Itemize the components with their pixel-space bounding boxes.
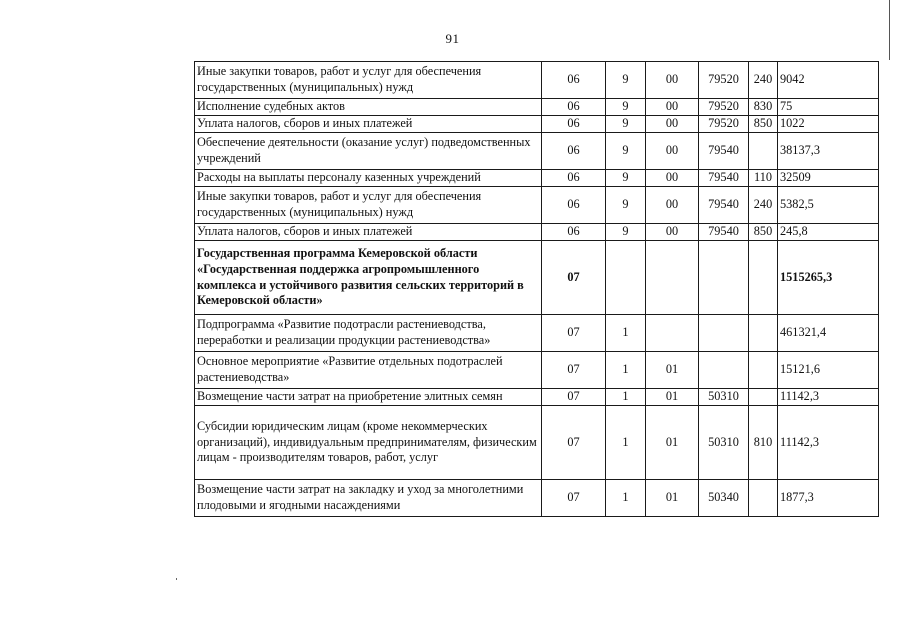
row-expense-type: 810	[749, 406, 778, 480]
row-name: Расходы на выплаты персоналу казенных учреждений	[195, 170, 542, 187]
row-name: Государственная программа Кемеровской области «Государственная поддержка агропромышленного комплекса и устойчивого развития сельских территорий в Кемеровской области»	[195, 241, 542, 315]
row-program: 00	[646, 99, 699, 116]
row-expense-type	[749, 315, 778, 352]
row-program: 00	[646, 133, 699, 170]
row-section: 06	[542, 133, 606, 170]
budget-table	[194, 61, 879, 517]
row-item-code: 50310	[699, 389, 749, 406]
table-row	[195, 241, 879, 315]
row-expense-type	[749, 389, 778, 406]
row-name: Подпрограмма «Развитие подотрасли растениеводства, переработки и реализации продукции растениеводства»	[195, 315, 542, 352]
table-row	[195, 224, 879, 241]
row-amount: 245,8	[778, 224, 879, 241]
row-name: Уплата налогов, сборов и иных платежей	[195, 116, 542, 133]
row-expense-type	[749, 241, 778, 315]
row-program: 00	[646, 187, 699, 224]
row-program: 01	[646, 406, 699, 480]
row-item-code: 79520	[699, 62, 749, 99]
row-item-code: 79540	[699, 170, 749, 187]
row-item-code: 79540	[699, 187, 749, 224]
row-expense-type	[749, 352, 778, 389]
row-section: 06	[542, 170, 606, 187]
table-row	[195, 315, 879, 352]
row-expense-type	[749, 480, 778, 517]
page-number: 91	[445, 31, 460, 46]
table-body	[195, 62, 879, 517]
row-amount: 75	[778, 99, 879, 116]
row-subsection	[606, 241, 646, 315]
row-subsection: 9	[606, 116, 646, 133]
row-program: 01	[646, 389, 699, 406]
margin-line	[889, 0, 890, 60]
row-subsection: 1	[606, 389, 646, 406]
row-amount: 1515265,3	[778, 241, 879, 315]
row-name: Возмещение части затрат на закладку и уход за многолетними плодовыми и ягодными насаждениями	[195, 480, 542, 517]
row-program: 01	[646, 480, 699, 517]
table-row	[195, 62, 879, 99]
row-expense-type: 240	[749, 62, 778, 99]
row-name: Иные закупки товаров, работ и услуг для обеспечения государственных (муниципальных) нужд	[195, 187, 542, 224]
row-name: Обеспечение деятельности (оказание услуг) подведомственных учреждений	[195, 133, 542, 170]
row-section: 07	[542, 480, 606, 517]
table-row	[195, 480, 879, 517]
row-section: 06	[542, 224, 606, 241]
row-section: 07	[542, 241, 606, 315]
row-amount: 5382,5	[778, 187, 879, 224]
row-subsection: 1	[606, 352, 646, 389]
table-row	[195, 187, 879, 224]
row-section: 07	[542, 352, 606, 389]
row-program	[646, 315, 699, 352]
table-row	[195, 116, 879, 133]
row-item-code: 50340	[699, 480, 749, 517]
row-expense-type	[749, 133, 778, 170]
row-program: 01	[646, 352, 699, 389]
row-program: 00	[646, 224, 699, 241]
row-item-code: 79540	[699, 133, 749, 170]
row-subsection: 1	[606, 406, 646, 480]
row-name: Возмещение части затрат на приобретение элитных семян	[195, 389, 542, 406]
row-amount: 9042	[778, 62, 879, 99]
table-row	[195, 133, 879, 170]
table-row	[195, 406, 879, 480]
row-section: 07	[542, 315, 606, 352]
row-item-code	[699, 315, 749, 352]
row-expense-type: 830	[749, 99, 778, 116]
row-subsection: 9	[606, 62, 646, 99]
row-section: 06	[542, 99, 606, 116]
row-amount: 11142,3	[778, 406, 879, 480]
row-item-code	[699, 352, 749, 389]
row-name: Основное мероприятие «Развитие отдельных подотраслей растениеводства»	[195, 352, 542, 389]
row-program: 00	[646, 170, 699, 187]
row-section: 07	[542, 406, 606, 480]
row-expense-type: 240	[749, 187, 778, 224]
row-expense-type: 850	[749, 224, 778, 241]
row-program	[646, 241, 699, 315]
row-section: 07	[542, 389, 606, 406]
row-item-code: 79540	[699, 224, 749, 241]
row-name: Иные закупки товаров, работ и услуг для обеспечения государственных (муниципальных) нужд	[195, 62, 542, 99]
table-row	[195, 170, 879, 187]
row-amount: 38137,3	[778, 133, 879, 170]
row-amount: 1877,3	[778, 480, 879, 517]
row-expense-type: 850	[749, 116, 778, 133]
row-amount: 32509	[778, 170, 879, 187]
row-amount: 11142,3	[778, 389, 879, 406]
row-amount: 15121,6	[778, 352, 879, 389]
row-subsection: 9	[606, 224, 646, 241]
row-amount: 1022	[778, 116, 879, 133]
row-subsection: 1	[606, 480, 646, 517]
row-subsection: 9	[606, 170, 646, 187]
row-program: 00	[646, 116, 699, 133]
row-item-code: 50310	[699, 406, 749, 480]
row-subsection: 1	[606, 315, 646, 352]
row-item-code: 79520	[699, 99, 749, 116]
row-subsection: 9	[606, 133, 646, 170]
table-row	[195, 352, 879, 389]
scan-speck	[176, 578, 177, 580]
row-subsection: 9	[606, 187, 646, 224]
row-name: Субсидии юридическим лицам (кроме некоммерческих организаций), индивидуальным предпринимателям, физическим лицам - производителям товаров, работ, услуг	[195, 406, 542, 480]
table-row	[195, 99, 879, 116]
row-name: Исполнение судебных актов	[195, 99, 542, 116]
row-program: 00	[646, 62, 699, 99]
row-section: 06	[542, 187, 606, 224]
row-item-code	[699, 241, 749, 315]
row-amount: 461321,4	[778, 315, 879, 352]
row-section: 06	[542, 116, 606, 133]
row-subsection: 9	[606, 99, 646, 116]
row-name: Уплата налогов, сборов и иных платежей	[195, 224, 542, 241]
row-section: 06	[542, 62, 606, 99]
row-item-code: 79520	[699, 116, 749, 133]
row-expense-type: 110	[749, 170, 778, 187]
table-row	[195, 389, 879, 406]
